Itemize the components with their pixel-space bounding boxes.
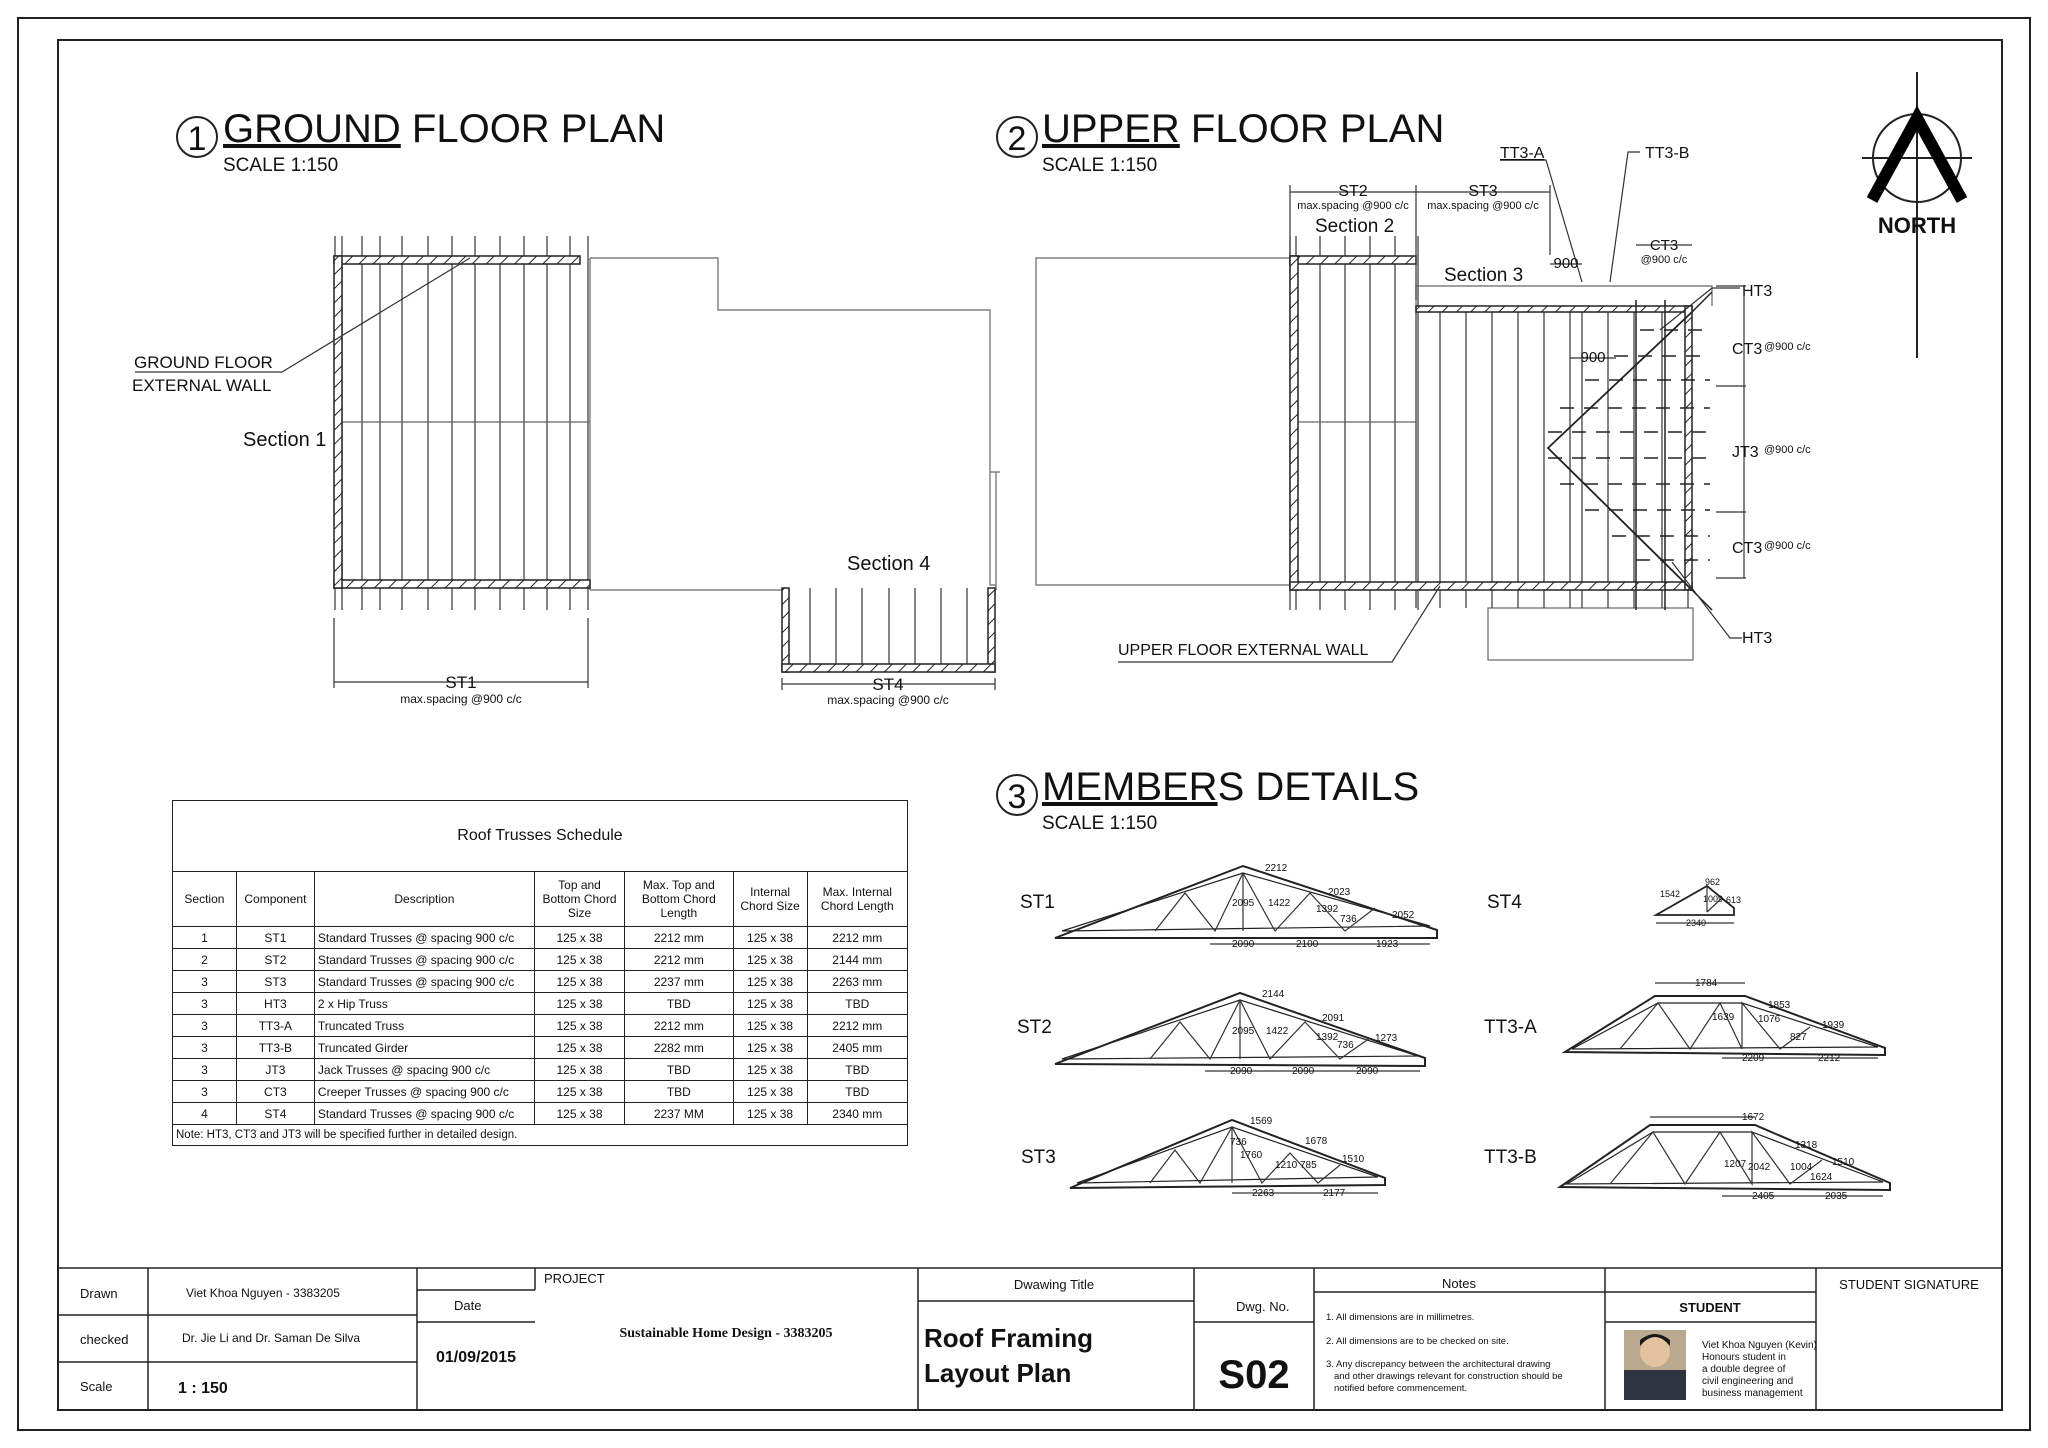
dim: 1923 bbox=[1376, 939, 1399, 950]
table-cell: Standard Trusses @ spacing 900 c/c bbox=[314, 949, 534, 971]
table-cell: TBD bbox=[625, 993, 733, 1015]
table-cell: 2237 MM bbox=[625, 1103, 733, 1125]
ground-floor-plan bbox=[132, 236, 1000, 707]
jt3-spacing: @900 c/c bbox=[1764, 444, 1811, 456]
table-cell: ST2 bbox=[236, 949, 314, 971]
dim: 2100 bbox=[1296, 939, 1319, 950]
upper-wall-label: UPPER FLOOR EXTERNAL WALL bbox=[1118, 642, 1369, 659]
heading-number: 2 bbox=[1007, 120, 1027, 158]
table-cell: Standard Trusses @ spacing 900 c/c bbox=[314, 1103, 534, 1125]
jt3-label: JT3 bbox=[1732, 444, 1759, 461]
dim: 1392 bbox=[1316, 1032, 1339, 1043]
table-cell: 2 bbox=[173, 949, 237, 971]
dim: 2052 bbox=[1392, 910, 1415, 921]
dim: 827 bbox=[1790, 1032, 1807, 1043]
dim: 1672 bbox=[1742, 1112, 1765, 1123]
truss-name: TT3-B bbox=[1484, 1147, 1537, 1168]
note-3a: 3. Any discrepancy between the architectural drawing bbox=[1326, 1359, 1551, 1370]
dim: 2405 bbox=[1752, 1191, 1775, 1202]
table-cell: 125 x 38 bbox=[534, 1103, 624, 1125]
dim: 1207 bbox=[1724, 1159, 1747, 1170]
table-cell: CT3 bbox=[236, 1081, 314, 1103]
heading-number: 3 bbox=[1007, 778, 1027, 816]
svg-text:GROUND FLOOR PLAN bbox=[223, 107, 665, 151]
table-cell: TT3-A bbox=[236, 1015, 314, 1037]
upper-floor-plan bbox=[1036, 145, 1811, 662]
ct3-b-spacing: @900 c/c bbox=[1764, 540, 1811, 552]
drawing-title-label: Dwawing Title bbox=[1013, 1277, 1095, 1292]
dim: 613 bbox=[1726, 895, 1742, 905]
truss-tt3a bbox=[1484, 978, 1885, 1064]
table-cell: 2405 mm bbox=[807, 1037, 907, 1059]
table-cell: Jack Trusses @ spacing 900 c/c bbox=[314, 1059, 534, 1081]
student-bio-2: Honours student in bbox=[1702, 1352, 1786, 1363]
note-1: 1. All dimensions are in millimetres. bbox=[1326, 1312, 1475, 1323]
note-3c: notified before commencement. bbox=[1334, 1383, 1468, 1394]
ct3-b-label: CT3 bbox=[1732, 540, 1763, 557]
truss-name: ST1 bbox=[1020, 892, 1055, 913]
table-cell: 2212 mm bbox=[807, 1015, 907, 1037]
table-cell: Standard Trusses @ spacing 900 c/c bbox=[314, 927, 534, 949]
note-3b: and other drawings relevant for construction should be bbox=[1334, 1371, 1563, 1382]
table-cell: 3 bbox=[173, 1081, 237, 1103]
table-cell: 3 bbox=[173, 993, 237, 1015]
project-label: PROJECT bbox=[544, 1271, 605, 1286]
section4-label: Section 4 bbox=[847, 553, 931, 575]
st4-spacing-label: max.spacing @900 c/c bbox=[827, 693, 949, 707]
table-cell: 2340 mm bbox=[807, 1103, 907, 1125]
table-cell: 125 x 38 bbox=[534, 993, 624, 1015]
heading-underlined: UPPER bbox=[1042, 107, 1180, 151]
table-cell: 125 x 38 bbox=[733, 1103, 807, 1125]
date-label: Date bbox=[454, 1298, 482, 1313]
table-cell: 2 x Hip Truss bbox=[314, 993, 534, 1015]
dim: 736 bbox=[1230, 1137, 1247, 1148]
notes-label: Notes bbox=[1442, 1276, 1476, 1291]
table-cell: ST1 bbox=[236, 927, 314, 949]
student-bio-4: civil engineering and bbox=[1702, 1376, 1794, 1387]
ct3-a-label: CT3 bbox=[1732, 341, 1763, 358]
truss-st4 bbox=[1487, 877, 1741, 928]
svg-text:UPPER FLOOR PLAN bbox=[1042, 107, 1444, 151]
truss-tt3b bbox=[1484, 1112, 1890, 1202]
dim: 1853 bbox=[1768, 1000, 1791, 1011]
table-cell: 125 x 38 bbox=[733, 1081, 807, 1103]
ct3-top-label: CT3 bbox=[1649, 237, 1679, 254]
col-header: Top and Bottom Chord Size bbox=[534, 872, 624, 927]
table-cell: 2212 mm bbox=[625, 949, 733, 971]
section1-label: Section 1 bbox=[243, 429, 327, 451]
table-row bbox=[173, 993, 908, 1015]
table-cell: TT3-B bbox=[236, 1037, 314, 1059]
st1-spacing-label: max.spacing @900 c/c bbox=[400, 692, 522, 706]
dim: 1273 bbox=[1375, 1033, 1398, 1044]
heading-rest: FLOOR PLAN bbox=[400, 107, 666, 151]
table-row bbox=[173, 949, 908, 971]
drawn-value: Viet Khoa Nguyen - 3383205 bbox=[186, 1286, 340, 1300]
truss-st1 bbox=[1020, 863, 1437, 950]
table-row bbox=[173, 1081, 908, 1103]
dim: 2263 bbox=[1252, 1188, 1275, 1199]
truss-st3 bbox=[1021, 1116, 1385, 1199]
ct3-top-spacing: @900 c/c bbox=[1640, 254, 1688, 266]
title-block bbox=[80, 1271, 1979, 1400]
table-cell: 3 bbox=[173, 1037, 237, 1059]
section3-label: Section 3 bbox=[1444, 265, 1524, 286]
st2-dim-label: ST2 bbox=[1338, 183, 1368, 200]
table-cell: 125 x 38 bbox=[733, 1059, 807, 1081]
table-row bbox=[173, 971, 908, 993]
table-cell: Standard Trusses @ spacing 900 c/c bbox=[314, 971, 534, 993]
dim: 1760 bbox=[1240, 1150, 1263, 1161]
dim: 1678 bbox=[1305, 1136, 1328, 1147]
wall-label-line1: GROUND FLOOR bbox=[134, 353, 273, 372]
table-cell: Creeper Trusses @ spacing 900 c/c bbox=[314, 1081, 534, 1103]
table-row bbox=[173, 1103, 908, 1125]
date-value: 01/09/2015 bbox=[436, 1349, 517, 1366]
dim: 1076 bbox=[1758, 1014, 1781, 1025]
table-cell: 2144 mm bbox=[807, 949, 907, 971]
project-value: Sustainable Home Design - 3383205 bbox=[619, 1326, 833, 1341]
student-photo bbox=[1624, 1330, 1686, 1400]
table-cell: ST4 bbox=[236, 1103, 314, 1125]
north-label: NORTH bbox=[1877, 213, 1957, 238]
ground-floor-heading bbox=[177, 107, 665, 176]
student-bio-1: Viet Khoa Nguyen (Kevin) bbox=[1702, 1340, 1817, 1351]
dim-900-top: 900 bbox=[1553, 255, 1579, 272]
checked-label: checked bbox=[80, 1332, 129, 1347]
tt3a-label: TT3-A bbox=[1500, 145, 1545, 162]
section2-label: Section 2 bbox=[1315, 216, 1395, 237]
dim: 2042 bbox=[1748, 1162, 1771, 1173]
table-cell: Truncated Truss bbox=[314, 1015, 534, 1037]
col-header: Internal Chord Size bbox=[733, 872, 807, 927]
table-cell: TBD bbox=[807, 1059, 907, 1081]
scale-value-tb: 1 : 150 bbox=[178, 1380, 228, 1397]
table-cell: HT3 bbox=[236, 993, 314, 1015]
ht3-bottom-label: HT3 bbox=[1742, 630, 1773, 647]
drawing-title-line1: Roof Framing bbox=[924, 1323, 1093, 1353]
table-cell: 2212 mm bbox=[625, 927, 733, 949]
dim: 2090 bbox=[1356, 1066, 1379, 1077]
dim: 2090 bbox=[1230, 1066, 1253, 1077]
table-cell: JT3 bbox=[236, 1059, 314, 1081]
table-cell: 1 bbox=[173, 927, 237, 949]
wall-label-line2: EXTERNAL WALL bbox=[132, 376, 272, 395]
table-cell: 3 bbox=[173, 971, 237, 993]
table-cell: 125 x 38 bbox=[733, 993, 807, 1015]
heading-rest: S DETAILS bbox=[1217, 765, 1420, 809]
dim: 2035 bbox=[1825, 1191, 1848, 1202]
scale-label: SCALE 1:150 bbox=[223, 155, 339, 176]
dim: 1210 bbox=[1275, 1160, 1298, 1171]
dim: 1784 bbox=[1695, 978, 1718, 989]
st2-spacing-label: max.spacing @900 c/c bbox=[1297, 200, 1409, 212]
dim: 2095 bbox=[1232, 1026, 1255, 1037]
table-cell: 125 x 38 bbox=[733, 971, 807, 993]
dim: 2177 bbox=[1323, 1188, 1346, 1199]
truss-name: TT3-A bbox=[1484, 1017, 1537, 1038]
checked-value: Dr. Jie Li and Dr. Saman De Silva bbox=[182, 1331, 361, 1345]
roof-trusses-schedule bbox=[172, 800, 908, 1146]
student-bio-5: business management bbox=[1702, 1388, 1803, 1399]
table-cell: TBD bbox=[625, 1081, 733, 1103]
st3-spacing-label: max.spacing @900 c/c bbox=[1427, 200, 1539, 212]
table-cell: TBD bbox=[807, 993, 907, 1015]
table-cell: 3 bbox=[173, 1059, 237, 1081]
scale-label-tb: Scale bbox=[80, 1379, 113, 1394]
table-row bbox=[173, 1059, 908, 1081]
note-2: 2. All dimensions are to be checked on site. bbox=[1326, 1336, 1509, 1347]
signature-label: STUDENT SIGNATURE bbox=[1839, 1277, 1979, 1292]
dim: 2212 bbox=[1265, 863, 1288, 874]
ht3-top-label: HT3 bbox=[1742, 283, 1773, 300]
dim: 736 bbox=[1340, 914, 1357, 925]
table-cell: 125 x 38 bbox=[733, 1015, 807, 1037]
members-details-heading bbox=[997, 765, 1419, 834]
truss-name: ST2 bbox=[1017, 1017, 1052, 1038]
table-cell: 2237 mm bbox=[625, 971, 733, 993]
table-cell: 125 x 38 bbox=[733, 927, 807, 949]
schedule-title: Roof Trusses Schedule bbox=[173, 801, 908, 872]
table-row bbox=[173, 1037, 908, 1059]
table-cell: ST3 bbox=[236, 971, 314, 993]
st1-dim-label: ST1 bbox=[445, 673, 477, 692]
table-cell: 2212 mm bbox=[807, 927, 907, 949]
table-cell: 125 x 38 bbox=[534, 971, 624, 993]
dim: 1004 bbox=[1790, 1162, 1813, 1173]
col-header: Description bbox=[314, 872, 534, 927]
dim: 2340 bbox=[1686, 918, 1707, 928]
col-header: Max. Internal Chord Length bbox=[807, 872, 907, 927]
schedule-rows bbox=[173, 927, 908, 1125]
dim: 1939 bbox=[1822, 1020, 1845, 1031]
drawn-label: Drawn bbox=[80, 1286, 118, 1301]
table-cell: 125 x 38 bbox=[534, 1015, 624, 1037]
dim: 1422 bbox=[1268, 898, 1291, 909]
dim: 1639 bbox=[1712, 1012, 1735, 1023]
col-header: Max. Top and Bottom Chord Length bbox=[625, 872, 733, 927]
table-cell: 2282 mm bbox=[625, 1037, 733, 1059]
table-cell: Truncated Girder bbox=[314, 1037, 534, 1059]
scale-label: SCALE 1:150 bbox=[1042, 155, 1158, 176]
table-row bbox=[173, 1015, 908, 1037]
dwg-no-label: Dwg. No. bbox=[1236, 1299, 1290, 1314]
table-cell: 3 bbox=[173, 1015, 237, 1037]
table-cell: 125 x 38 bbox=[534, 1081, 624, 1103]
north-arrow bbox=[1862, 72, 1972, 358]
table-cell: 2212 mm bbox=[625, 1015, 733, 1037]
dim: 785 bbox=[1300, 1160, 1317, 1171]
student-bio-3: a double degree of bbox=[1702, 1364, 1786, 1375]
svg-text:MEMBERS DETAILS bbox=[1042, 765, 1419, 809]
dim: 1542 bbox=[1660, 889, 1681, 899]
table-cell: 125 x 38 bbox=[534, 1059, 624, 1081]
table-cell: 4 bbox=[173, 1103, 237, 1125]
dim: 1510 bbox=[1832, 1157, 1855, 1168]
col-header: Component bbox=[236, 872, 314, 927]
table-cell: TBD bbox=[625, 1059, 733, 1081]
inner-border bbox=[58, 40, 2002, 1410]
dim: 2090 bbox=[1292, 1066, 1315, 1077]
scale-label: SCALE 1:150 bbox=[1042, 813, 1158, 834]
schedule-note: Note: HT3, CT3 and JT3 will be specified further in detailed design. bbox=[173, 1125, 908, 1146]
dim: 2144 bbox=[1262, 989, 1285, 1000]
dwg-no-value: S02 bbox=[1218, 1353, 1290, 1397]
table-cell: 125 x 38 bbox=[534, 949, 624, 971]
st3-dim-label: ST3 bbox=[1468, 183, 1498, 200]
drawing-title-line2: Layout Plan bbox=[924, 1358, 1072, 1388]
table-row bbox=[173, 927, 908, 949]
table-cell: 125 x 38 bbox=[534, 1037, 624, 1059]
dim: 2095 bbox=[1232, 898, 1255, 909]
dim: 2090 bbox=[1232, 939, 1255, 950]
student-label: STUDENT bbox=[1679, 1300, 1741, 1315]
dim: 2023 bbox=[1328, 887, 1351, 898]
truss-name: ST4 bbox=[1487, 892, 1522, 913]
dim: 1624 bbox=[1810, 1172, 1833, 1183]
dim: 1569 bbox=[1250, 1116, 1273, 1127]
truss-st2 bbox=[1017, 989, 1425, 1077]
table-cell: TBD bbox=[807, 1081, 907, 1103]
tt3b-label: TT3-B bbox=[1645, 145, 1690, 162]
table-cell: 2263 mm bbox=[807, 971, 907, 993]
dim: 2212 bbox=[1818, 1053, 1841, 1064]
heading-underlined: GROUND bbox=[223, 107, 401, 151]
dim: 1009 bbox=[1703, 894, 1724, 904]
table-cell: 125 x 38 bbox=[733, 1037, 807, 1059]
dim: 962 bbox=[1705, 877, 1721, 887]
upper-floor-heading bbox=[997, 107, 1444, 176]
heading-underlined: MEMBER bbox=[1042, 765, 1218, 809]
dim: 736 bbox=[1337, 1040, 1354, 1051]
dim: 2091 bbox=[1322, 1013, 1345, 1024]
outer-border bbox=[18, 18, 2030, 1430]
table-cell: 125 x 38 bbox=[534, 927, 624, 949]
col-header: Section bbox=[173, 872, 237, 927]
heading-rest: FLOOR PLAN bbox=[1179, 107, 1445, 151]
st4-dim-label: ST4 bbox=[872, 675, 904, 694]
dim: 1510 bbox=[1342, 1154, 1365, 1165]
dim: 1392 bbox=[1316, 904, 1339, 915]
dim-900-left: 900 bbox=[1580, 349, 1606, 366]
heading-number: 1 bbox=[187, 120, 207, 158]
truss-name: ST3 bbox=[1021, 1147, 1056, 1168]
table-cell: 125 x 38 bbox=[733, 949, 807, 971]
dim: 2209 bbox=[1742, 1053, 1765, 1064]
dim: 1422 bbox=[1266, 1026, 1289, 1037]
ct3-a-spacing: @900 c/c bbox=[1764, 341, 1811, 353]
dim: 1318 bbox=[1795, 1140, 1818, 1151]
